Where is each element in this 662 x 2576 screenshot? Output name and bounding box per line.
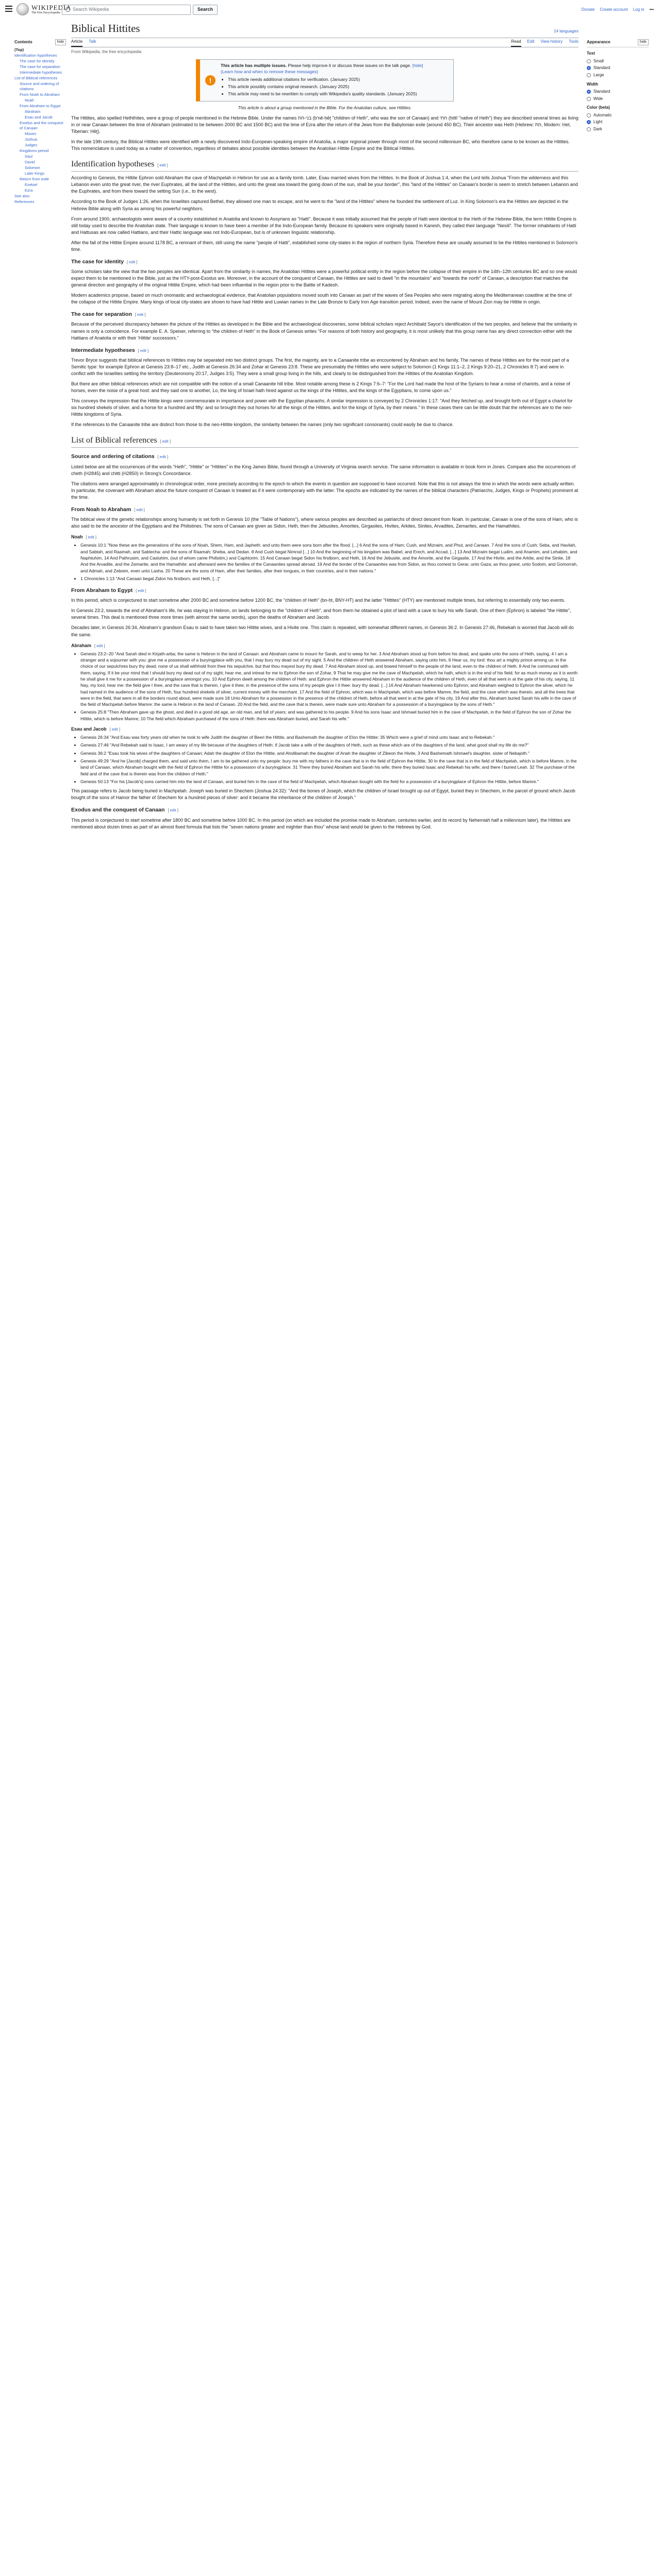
toc-item[interactable]: Ezra <box>25 188 33 193</box>
section-heading-intermediate: Intermediate hypotheses [ edit ] <box>71 347 149 353</box>
logo-wordmark: WIKIPEDIA <box>31 3 72 11</box>
intro-paragraph-2: In the late 19th century, the Biblical Hittites were identified with a newly discovered Indo-European-speaking empire of Anatolia, a major regional power through most of the second millennium BC, who therefore came to be known as the Hittites. This nomenclature is used today as a matter of convention, regardless of debates about possible identities between the Anatolian Hittite Empire and the Biblical Hittites. <box>71 139 570 151</box>
text-size-label: Text <box>587 51 595 56</box>
radio-icon <box>587 97 591 101</box>
create-account-link[interactable]: Create account <box>600 7 628 12</box>
section-heading-noah-abraham: From Noah to Abraham [ edit ] <box>71 506 145 513</box>
page-title-bar <box>71 19 578 38</box>
edit-link[interactable]: edit <box>140 348 146 353</box>
radio-icon <box>587 59 591 63</box>
toc-item[interactable]: From Noah to Abraham <box>20 92 60 97</box>
toc-item[interactable]: References <box>14 199 35 205</box>
multiple-issues-box <box>196 59 454 101</box>
login-link[interactable]: Log in <box>633 7 644 12</box>
toc-item[interactable]: Ezekiel <box>25 182 38 188</box>
appearance-hide-button[interactable]: hide <box>638 39 649 45</box>
abraham-references <box>80 651 578 722</box>
toc-item[interactable]: Abraham <box>25 109 41 114</box>
text-standard-radio[interactable]: Standard <box>587 65 649 71</box>
toc-item[interactable]: See also <box>14 194 30 199</box>
esau-references <box>80 734 578 785</box>
appearance-title: Appearance <box>587 40 610 44</box>
radio-icon <box>587 73 591 77</box>
edit-link[interactable]: edit <box>96 643 103 648</box>
color-automatic-radio[interactable]: Automatic <box>587 112 649 118</box>
toc-item[interactable]: Later Kings <box>25 171 44 176</box>
edit-link[interactable]: edit <box>111 727 118 732</box>
width-label: Width <box>587 81 599 87</box>
edit-link[interactable]: edit <box>137 312 144 317</box>
toc-item[interactable]: Kingdoms period <box>20 148 49 154</box>
section-heading-separation: The case for separation [ edit ] <box>71 311 146 318</box>
donate-link[interactable]: Donate <box>581 7 595 12</box>
paragraph: The citations were arranged approximately in chronological order, more precisely according to the epoch to which the events in question are supposed to have occurred. Note that this is not always the time in which the words were actually written. In particular, the covenant with Abraham about the future conquest of Canaan is treated as if it were contemporary with the latter. The epochs are indicated by the names of the biblical characters (Patriarchs, Judges, Kings or Prophets) prominent at the time. <box>71 481 578 500</box>
edit-link[interactable]: edit <box>129 259 136 264</box>
toc-title: Contents <box>14 40 32 44</box>
list-item: • Genesis 36:2 "Esau took his wives of the daughters of Canaan; Adah the daughter of Elon the Hittite, and Aholibamah the daughter of Anah the daughter of Zibeon the Hivite, 3 And Bashemath Ishmael's daughter, sister of Nebajoth." <box>80 750 578 756</box>
edit-link[interactable]: edit <box>159 163 166 168</box>
site-header <box>0 0 662 19</box>
section-heading-exodus: Exodus and the conquest of Canaan [ edit ] <box>71 807 178 814</box>
list-item: • Genesis 10:1 "Now these are the generations of the sons of Noah, Shem, Ham, and Japheth: and unto them were sons born after the flood. [...] 6 And the sons of Ham; Cush, and Mizraim, and Phut, and Canaan. 7 And the sons of Cush; Seba, and Havilah, and Sabtah, and Raamah, and Sabtecha: and the sons of Raamah; Sheba, and Dedan. 8 And Cush begat Nimrod [...] 10 And the beginning of his kingdom was Babel, and Erech, and Accad, [...] 13 And Mizraim begat Ludim, and Anamim, and Lehabim, and Naphtuhim, 14 And Pathrusim, and Casluhim, (out of whom came Philistim,) and Caphtorim. 15 And Canaan begat Sidon his firstborn, and Heth, 16 And the Jebusite, and the Amorite, and the Girgasite, 17 And the Hivite, and the Arkite, and the Sinite, 18 And the Arvadite, and the Zemarite, and the Hamathite: and afterward were the families of the Canaanites spread abroad. 19 And the border of the Canaanites was from Sidon, as thou comest to Gerar, unto Gaza; as thou goest, unto Sodom, and Gomorrah, and Admah, and Zeboim, even unto Lasha. 20 These are the sons of Ham, after their families, after their tongues, in their countries, and in their nations." <box>80 542 578 574</box>
page-tabs <box>71 38 578 47</box>
edit-link[interactable]: edit <box>162 439 169 444</box>
paragraph: In this period, which is conjectured to start sometime after 2000 BC and sometime before 1200 BC, the "children of Heth" (bn-ḥt, BNY-HT) and the latter "Hittites" (HTY) are mentioned multiple times, but referring to essentially only two events. <box>71 598 566 603</box>
toc-item[interactable]: Identification hypotheses <box>14 53 57 58</box>
section-heading-identity: The case for identity [ edit ] <box>71 258 138 265</box>
languages-button[interactable]: 14 languages <box>553 28 578 33</box>
paragraph: Modern academics propose, based on much onomastic and archaeological evidence, that Anatolian populations moved south into Canaan as part of the waves of Sea Peoples who were migrating along the Mediterranean coastline at the time of the collapse of the Hittite Empire. Many kings of local city-states are shown to have had Hittite and Luwian names in the Late Bronze to Early Iron Age transition period. Indeed, even the name of Mount Zion may be Hittite in origin. <box>71 293 572 305</box>
toc-item[interactable]: Intermediate hypotheses <box>20 70 62 75</box>
table-of-contents <box>14 39 66 205</box>
toc-item[interactable]: The case for separation <box>20 64 60 70</box>
toc-item[interactable]: The case for identity <box>20 59 55 64</box>
text-large-radio[interactable]: Large <box>587 72 649 78</box>
page-tagline: From Wikipedia, the free encyclopedia <box>71 49 142 55</box>
issues-title: This article has multiple issues. <box>221 63 287 69</box>
paragraph: But there are other biblical references which are not compatible with the notion of a small Canaanite hill tribe. Most notable among these is 2 Kings 7:6–7: "For the Lord had made the host of the Syrians to hear a noise of chariots, and a noise of horses, even the noise of a great host: and they said one to another, Lo, the king of Israel hath hired against us the kings of the Hittites, and the kings of the Egyptians, to come upon us." <box>71 381 570 394</box>
toc-item[interactable]: Esau and Jacob <box>25 115 53 120</box>
toc-item[interactable]: Moses <box>25 131 37 137</box>
section-heading-identification: Identification hypotheses [ edit ] <box>71 158 578 172</box>
radio-selected-icon <box>587 90 591 94</box>
toc-item[interactable]: (Top) <box>14 47 24 53</box>
section-heading-esau-jacob: Esau and Jacob [ edit ] <box>71 726 120 732</box>
toc-item[interactable]: Noah <box>25 98 34 103</box>
list-item: • Genesis 25:8 "Then Abraham gave up the ghost, and died in a good old age, an old man, and full of years; and was gathered to his people. 9 And his sons Isaac and Ishmael buried him in the cave of Machpelah, in the field of Ephron the son of Zohar the Hittite, which is before Mamre; 10 The field which Abraham purchased of the sons of Heth: there was Abraham buried, and Sarah his wife." <box>80 709 578 722</box>
personal-tools <box>582 7 654 13</box>
paragraph: This period is conjectured to start sometime after 1800 BC and sometime before 1000 BC. In this period (on which are included the promise made to Abraham, centuries earlier, and its record by Nehemiah half a millennium later), the Hittites are mentioned about dozen times as part of an almost fixed formula that lists the "seven nations greater and mightier than thou" whose land would be given to the Hebrews by God. <box>71 817 571 829</box>
toc-item[interactable]: List of Biblical references <box>14 76 58 81</box>
width-standard-radio[interactable]: Standard <box>587 89 649 95</box>
tab-talk[interactable]: Talk <box>89 39 96 44</box>
section-heading-noah: Noah [ edit ] <box>71 534 96 540</box>
color-light-radio[interactable]: Light <box>587 119 649 125</box>
toc-item[interactable]: Solomon <box>25 165 40 171</box>
toc-item[interactable]: David <box>25 160 35 165</box>
color-label: Color (beta) <box>587 105 610 110</box>
width-wide-radio[interactable]: Wide <box>587 96 649 102</box>
radio-selected-icon <box>587 120 591 124</box>
tab-edit[interactable]: Edit <box>527 39 535 44</box>
radio-selected-icon <box>587 66 591 70</box>
issue-rewrite: • This article may need to be rewritten to comply with Wikipedia's quality standards. (January 2025) <box>228 91 449 97</box>
paragraph: The biblical view of the genetic relationships among humanity is set forth in Genesis 10 (the "Table of Nations"), where various peoples are described as patriarchs of direct descent from Noah. In particular, Canaan is one of the sons of Ham, who is also said to be the ancestor of the Egyptians and the Philistines. The sons of Canaan are given as Sidon, Heth, then the Jebusites, Amorites, Girgasites, Hivites, Arkites, Sinites, Arvadites, Zemarites, and the Hamathites. <box>71 517 578 529</box>
intro-paragraph-1: The Hittites, also spelled Heththites, were a group of people mentioned in the Hebrew Bible. Under the names בני-חת (b'nê-ḥēṯ "children of Heth", who was the son of Canaan) and חתי (ḥittî "native of Heth") they are described several times as living in or near Canaan between the time of Abraham (estimated to be between 2000 BC and 1500 BC) and the time of Ezra after the return of the Jews from the Babylonian exile (around 450 BC). Their ancestor was Heth (Hebrew: חת, Modern: Ḥet, Tiberian: Ḥēṯ). <box>71 115 578 134</box>
paragraph: Some scholars take the view that the two peoples are identical. Apart from the similarity in names, the Anatolian Hittites were a powerful political entity in the region before the collapse of their empire in the 14th–12th centuries BC and so one would expect them to be mentioned in the Bible, just as the HTY-post-Exodus are. Moreover, in the account of the conquest of Canaan, the Hittites are said to dwell "in the mountains" and "towards the north" of Canaan, a description that matches the general direction and geography of the original Hittite Empire, which had been influential in the region prior to the Battle of Kadesh. <box>71 269 577 288</box>
paragraph: In Genesis 23:2, towards the end of Abraham's life, he was staying in Hebron, on lands belonging to the "children of Heth", and from them he obtained a plot of land with a cave to bury his wife Sarah. One of them (Ephron) is labeled "the Hittite", several times. This deal is mentioned three more times (with almost the same words), upon the deaths of Abraham and Jacob. <box>71 608 571 620</box>
list-item: • Genesis 27:46 "And Rebekah said to Isaac, I am weary of my life because of the daughters of Heth: if Jacob take a wife of the daughters of Heth, such as these which are of the daughters of the land, what good shall my life do me?" <box>80 742 578 748</box>
list-item: • Genesis 23:2–20 "And Sarah died in Kirjath-arba; the same is Hebron in the land of Canaan: and Abraham came to mourn for Sarah, and to weep for her. 3 And Abraham stood up from before his dead, and spake unto the sons of Heth, saying, 4 I am a stranger and a sojourner with you: give me a possession of a buryingplace with you, that I may bury my dead out of my sight. 5 And the children of Heth answered Abraham, saying unto him, 6 Hear us, my lord: thou art a mighty prince among us: in the choice of our sepulchres bury thy dead; none of us shall withhold from thee his sepulchre, but that thou mayest bury thy dead. 7 And Abraham stood up, and bowed himself to the people of the land, even to the children of Heth. 8 And he communed with them, saying, If it be your mind that I should bury my dead out of my sight; hear me, and intreat for me to Ephron the son of Zohar, 9 That he may give me the cave of Machpelah, which he hath, which is in the end of his field; for as much money as it is worth he shall give it me for a possession of a buryingplace amongst you. 10 And Ephron dwelt among the children of Heth: and Ephron the Hittite answered Abraham in the audience of the children of Heth, even of all that went in at the gate of his city, saying, 11 Nay, my lord, hear me: the field give I thee, and the cave that is therein, I give it thee; in the presence of the sons of my people give I it thee: bury thy dead. [...] 16 And Abraham hearkened unto Ephron; and Abraham weighed to Ephron the silver, which he had named in the audience of the sons of Heth, four hundred shekels of silver, current money with the merchant. 17 And the field of Ephron, which was in Machpelah, which was before Mamre, the field, and the cave which was therein, and all the trees that were in the field, that were in all the borders round about, were made sure 18 Unto Abraham for a possession in the presence of the children of Heth, before all that went in at the gate of his city. 19 And after this, Abraham buried Sarah his wife in the cave of the field of Machpelah before Mamre: the same is Hebron in the land of Canaan. 20 And the field, and the cave that is therein, were made sure unto Abraham for a possession of a buryingplace by the sons of Heth." <box>80 651 578 708</box>
radio-icon <box>587 127 591 131</box>
paragraph: This conveys the impression that the Hittite kings were commensurate in importance and power with the Egyptian pharaohs. A similar impression is conveyed by 2 Chronicles 1:17: "And they fetched up, and brought forth out of Egypt a chariot for six hundred shekels of silver, and a horse for a hundred and fifty: and so brought they out horses for all the kings of the Hittites, and for the kings of Syria, by their means." In these cases there can be little doubt that the references are to the neo-Hittite kingdoms of Syria. <box>71 398 573 417</box>
color-dark-radio[interactable]: Dark <box>587 126 649 132</box>
paragraph: Listed below are all the occurrences of the words "Heth", "Hittite" or "Hittites" in the King James Bible, found through a University of Virginia search service. The same information is available in book form in Jones. Compare also the occurrences of cheth (H2845) and chitti (H2850) in Strong's Concordance. <box>71 464 576 476</box>
issues-title-rest: Please help improve it or discuss these issues on the talk page. <box>288 63 411 69</box>
section-heading-source: Source and ordering of citations [ edit ] <box>71 453 169 460</box>
toc-item[interactable]: Joshua <box>25 137 38 142</box>
tab-read[interactable]: Read <box>511 39 521 47</box>
tab-article[interactable]: Article <box>71 39 82 47</box>
main-menu-icon[interactable] <box>5 6 12 12</box>
appearance-panel <box>587 39 649 133</box>
toc-item[interactable]: Judges <box>25 143 38 148</box>
tab-view-history[interactable]: View history <box>540 39 563 44</box>
paragraph: Trevor Bryce suggests that biblical references to Hittites may be separated into two distinct groups. The first, the majority, are to a Canaanite tribe as encountered by Abraham and his family. The names of these Hittites are for the most part of a Semitic type: for example Ephron at Genesis 23:8–17 etc., Judith at Genesis 26:34 and Zohar at Genesis 23:8. These are presumably the Hittites who were subject to Solomon (1 Kings 11:1–2, 2 Kings 9:20–21, 2 Chronicles 8:7) and were in conflict with the Israelites settling the territory (Deuteronomy 20:17, Judges 3:5). They were a small group living in the hills, and clearly to be distinguished from the Hittites of the Anatolian Kingdom. <box>71 357 569 376</box>
issue-original-research: • This article possibly contains original research. (January 2025) <box>228 83 449 90</box>
noah-references <box>80 542 578 582</box>
toc-item[interactable]: Saul <box>25 154 33 159</box>
section-heading-list: List of Biblical references [ edit ] <box>71 434 578 448</box>
issues-hide-button[interactable]: [hide] <box>412 63 423 69</box>
toc-item[interactable]: Exodus and the conquest of Canaan <box>20 121 63 131</box>
more-options-icon[interactable]: ••• <box>649 7 654 12</box>
tab-tools[interactable]: Tools <box>569 39 578 44</box>
section-heading-abraham-egypt: From Abraham to Egypt [ edit ] <box>71 587 146 594</box>
paragraph: If the references to the Canaanite tribe are distinct from those to the neo-Hittite kingdom, the similarity between the names (only two significant consonants) could easily be due to chance. <box>71 422 454 428</box>
search-input[interactable]: Search Wikipedia <box>62 5 191 15</box>
page-title: Biblical Hittites <box>71 22 140 35</box>
paragraph: From around 1900, archaeologists were aware of a country established in Anatolia and known to Assyrians as "Hatti". Because it was initially assumed that the people of Hatti were identical to the Heth of the Hebrew Bible, the term Hittite Empire is still today used to describe the Anatolian state. Their language is known to have been a member of the Indo-European family. Because its speakers were originally based in Kanesh, they called their language "Nesili". The former inhabitants of Hatti and Hattusas are now called Hattians, and their Hattic language was not Indo-European, but is of unknown linguistic relationship. <box>71 216 576 235</box>
search-button[interactable]: Search <box>193 5 218 15</box>
list-item: • Genesis 49:29 "And he [Jacob] charged them, and said unto them, I am to be gathered unto my people: bury me with my fathers in the cave that is in the field of Ephron the Hittite, 30 In the cave that is in the field of Machpelah, which is before Mamre, in the land of Canaan, which Abraham bought with the field of Ephron the Hittite for a possession of a buryingplace. 31 There they buried Abraham and Sarah his wife; there they buried Isaac and Rebekah his wife; and there I buried Leah. 32 The purchase of the field and of the cave that is therein was from the children of Heth." <box>80 758 578 777</box>
warning-icon: ! <box>205 75 216 86</box>
paragraph: According to the Book of Judges 1:26, when the Israelites captured Bethel, they allowed one man to escape, and he went to the "land of the Hittites" where he founded the settlement of Luz. In King Solomon's era the Hittites are depicted in the Hebrew Bible along with Syria as among his powerful neighbors. <box>71 199 569 211</box>
toc-item[interactable]: Source and ordering of citations <box>20 81 59 92</box>
list-item: • Genesis 50:13 "For his [Jacob's] sons carried him into the land of Canaan, and buried him in the cave of the field of Machpelah, which Abraham bought with the field for a possession of a buryingplace of Ephron the Hittite, before Mamre." <box>80 778 578 785</box>
hatnote: This article is about a group mentioned in the Bible. For the Anatolian culture, see Hittites. <box>238 105 412 110</box>
toc-item[interactable]: Return from exile <box>20 177 49 182</box>
paragraph: Because of the perceived discrepancy between the picture of the Hittites as developed in the Bible and the archaeological discoveries, some biblical scholars reject Archibald Sayce's identification of the two peoples, and believe that the similarity in names is only a coincidence. For example E. A. Speiser, referring to "the children of Heth" in the Book of Genesis writes "For reasons of both history and geography, it is most unlikely that this group name has any direct connection either with the Hattians of Anatolia or with their 'Hittite' successors." <box>71 321 577 341</box>
paragraph: Decades later, in Genesis 26:34, Abraham's grandson Esau is said to have taken two Hittite wives, and a Hivite one. This claim is repeated, with somewhat different names, in Genesis 36:2. In Genesis 27:46, Rebekah is worried that Jacob will do the same. <box>71 625 574 637</box>
globe-icon <box>16 3 29 15</box>
article-content <box>71 19 578 834</box>
learn-more-link[interactable]: (Learn how and when to remove these messages) <box>221 69 318 75</box>
text-small-radio[interactable]: Small <box>587 58 649 64</box>
logo-tagline: The Free Encyclopedia <box>31 11 60 14</box>
edit-link[interactable]: edit <box>170 808 176 813</box>
edit-link[interactable]: edit <box>88 535 94 540</box>
toc-hide-button[interactable]: hide <box>55 39 66 45</box>
section-heading-abraham: Abraham [ edit ] <box>71 642 105 648</box>
edit-link[interactable]: edit <box>136 507 143 512</box>
list-item: • Genesis 26:34 "And Esau was forty years old when he took to wife Judith the daughter of Beeri the Hittite, and Bashemath the daughter of Elon the Hittite: 35 Which were a grief of mind unto Isaac and to Rebekah." <box>80 734 578 740</box>
radio-icon <box>587 113 591 117</box>
issue-citations: • This article needs additional citations for verification. (January 2025) <box>228 76 449 82</box>
paragraph: This passage refers to Jacob being buried in Machpelah. Joseph was buried in Shechem (Joshua 24:32): "And the bones of Joseph, which the children of Israel brought up out of Egypt, buried they in Shechem, in the parcel of ground which Jacob bought of the sons of Hamor the father of Shechem for a hundred pieces of silver: and it became the inheritance of the children of Joseph." <box>71 788 575 801</box>
paragraph: According to Genesis, the Hittite Ephron sold Abraham the cave of Machpelah in Hebron for use as a family tomb. Later, Esau married wives from the Hittites. In the Book of Joshua 1:4, when the Lord tells Joshua "From the wilderness and this Lebanon even unto the great river, the river Euphrates, all the land of the Hittites, and unto the great sea toward the going down of the sun, shall be your border", this "land of the Hittites" on Canaan's border is seem to stretch between Lebanon and the Euphrates, and from there toward the setting Sun (i.e., to the west). <box>71 175 578 194</box>
search-icon <box>65 7 70 12</box>
toc-item[interactable]: From Abraham to Egypt <box>20 104 61 109</box>
edit-link[interactable]: edit <box>138 588 144 594</box>
edit-link[interactable]: edit <box>159 454 166 460</box>
list-item: • 1 Chronicles 1:13 "And Canaan begat Zidon his firstborn, and Heth, [...]" <box>80 575 578 582</box>
paragraph: After the fall of the Hittite Empire around 1178 BC, a remnant of them, still using the name "people of Hatti", established some city-states in the region of northern Syria. Therefore these are usually assumed to be the Hittites mentioned in Solomon's time. <box>71 240 578 252</box>
